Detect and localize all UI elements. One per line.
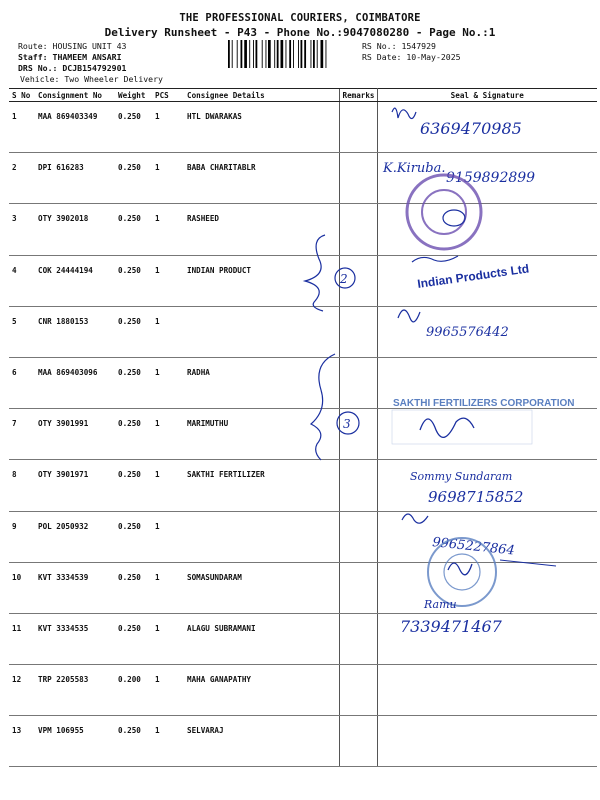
cell-consignee: MARIMUTHU: [184, 409, 339, 460]
table-row: [9, 511, 597, 562]
col-remarks: Remarks: [339, 89, 377, 102]
cell-pcs: 1: [152, 460, 184, 511]
sakthi-stamp: SAKTHI FERTILIZERS CORPORATION: [393, 398, 575, 409]
cell-consignment-no: POL 2050932: [35, 511, 115, 562]
cell-seal-signature: [377, 511, 597, 562]
cell-remarks: [339, 562, 377, 613]
cell-remarks: [339, 255, 377, 306]
cell-sno: 8: [9, 460, 35, 511]
table-row: [9, 409, 597, 460]
cell-pcs: 1: [152, 255, 184, 306]
cell-remarks: [339, 716, 377, 767]
cell-consignee: ALAGU SUBRAMANI: [184, 613, 339, 664]
cell-pcs: 1: [152, 306, 184, 357]
table-row: [9, 665, 597, 716]
cell-consignment-no: MAA 869403096: [35, 357, 115, 408]
cell-remarks: [339, 460, 377, 511]
group-1-mark: 2: [340, 272, 348, 286]
cell-consignment-no: KVT 3334539: [35, 562, 115, 613]
cell-consignee: INDIAN PRODUCT: [184, 255, 339, 306]
cell-sno: 4: [9, 255, 35, 306]
vehicle-line: [20, 74, 163, 84]
cell-weight: 0.200: [115, 665, 152, 716]
cell-remarks: [339, 511, 377, 562]
table-row: [9, 255, 597, 306]
cell-remarks: [339, 306, 377, 357]
cell-remarks: [339, 665, 377, 716]
cell-sno: 5: [9, 306, 35, 357]
signature-row6-phone: 9965576442: [426, 325, 509, 340]
cell-sno: 2: [9, 153, 35, 204]
cell-pcs: 1: [152, 613, 184, 664]
runsheet-title: Delivery Runsheet - P43 - Phone No.:9047080280 - Page No.:1: [104, 26, 496, 39]
cell-remarks: [339, 409, 377, 460]
table-row: [9, 460, 597, 511]
table-row: [9, 306, 597, 357]
staff-label: Staff:: [18, 52, 48, 62]
cell-consignment-no: TRP 2205583: [35, 665, 115, 716]
cell-seal-signature: [377, 357, 597, 408]
cell-consignee: HTL DWARAKAS: [184, 102, 339, 153]
cell-seal-signature: [377, 255, 597, 306]
signature-row13-name: Ramu: [424, 598, 457, 611]
cell-consignment-no: OTY 3901991: [35, 409, 115, 460]
cell-weight: 0.250: [115, 204, 152, 255]
cell-sno: 3: [9, 204, 35, 255]
cell-consignee: SELVARAJ: [184, 716, 339, 767]
cell-remarks: [339, 357, 377, 408]
cell-seal-signature: [377, 306, 597, 357]
signature-row2-phone: 9159892899: [446, 170, 536, 186]
cell-pcs: 1: [152, 409, 184, 460]
company-title: THE PROFESSIONAL COURIERS, COIMBATORE: [179, 12, 421, 24]
cell-pcs: 1: [152, 716, 184, 767]
cell-pcs: 1: [152, 153, 184, 204]
col-consignment: Consignment No: [35, 89, 115, 102]
signature-row13-phone: 7339471467: [400, 617, 502, 636]
cell-sno: 12: [9, 665, 35, 716]
signature-row10-name: Sommy Sundaram: [410, 470, 513, 483]
table-row: [9, 204, 597, 255]
cell-consignee: BABA CHARITABLR: [184, 153, 339, 204]
cell-seal-signature: [377, 716, 597, 767]
cell-sno: 13: [9, 716, 35, 767]
barcode: [228, 40, 353, 68]
delivery-table: [9, 88, 597, 767]
staff-line: [18, 52, 122, 62]
cell-weight: 0.250: [115, 153, 152, 204]
cell-pcs: 1: [152, 357, 184, 408]
cell-pcs: 1: [152, 511, 184, 562]
cell-weight: 0.250: [115, 562, 152, 613]
cell-weight: 0.250: [115, 357, 152, 408]
cell-pcs: 1: [152, 204, 184, 255]
drs-label: DRS No.:: [18, 63, 58, 73]
cell-weight: 0.250: [115, 255, 152, 306]
cell-seal-signature: [377, 460, 597, 511]
col-sno: S No: [9, 89, 35, 102]
cell-consignment-no: COK 24444194: [35, 255, 115, 306]
cell-consignee: [184, 511, 339, 562]
cell-weight: 0.250: [115, 102, 152, 153]
cell-weight: 0.250: [115, 613, 152, 664]
cell-remarks: [339, 204, 377, 255]
rs-no-value: 1547929: [401, 41, 436, 51]
cell-consignee: [184, 306, 339, 357]
signature-row11-phone: 9965227864: [431, 535, 516, 559]
route-label: Route:: [18, 41, 48, 51]
cell-seal-signature: [377, 409, 597, 460]
table-row: [9, 716, 597, 767]
cell-weight: 0.250: [115, 306, 152, 357]
cell-seal-signature: [377, 102, 597, 153]
cell-seal-signature: [377, 153, 597, 204]
drs-value: DCJB154792901: [62, 63, 127, 73]
table-row: [9, 153, 597, 204]
rs-date-value: 10-May-2025: [406, 52, 461, 62]
cell-consignee: RASHEED: [184, 204, 339, 255]
rs-date-label: RS Date:: [362, 52, 402, 62]
col-pcs: PCS: [152, 89, 184, 102]
cell-sno: 6: [9, 357, 35, 408]
cell-sno: 10: [9, 562, 35, 613]
cell-consignee: RADHA: [184, 357, 339, 408]
cell-weight: 0.250: [115, 409, 152, 460]
cell-consignment-no: OTY 3901971: [35, 460, 115, 511]
group-2-mark: 3: [343, 417, 351, 431]
rs-no-line: [362, 41, 436, 51]
table-header-row: [9, 89, 597, 102]
cell-consignment-no: MAA 869403349: [35, 102, 115, 153]
cell-sno: 1: [9, 102, 35, 153]
table-row: [9, 102, 597, 153]
cell-consignment-no: CNR 1880153: [35, 306, 115, 357]
cell-sno: 9: [9, 511, 35, 562]
vehicle-label: Vehicle:: [20, 74, 60, 84]
rs-date-line: [362, 52, 461, 62]
staff-value: THAMEEM ANSARI: [52, 52, 122, 62]
cell-consignment-no: KVT 3334535: [35, 613, 115, 664]
cell-seal-signature: [377, 665, 597, 716]
drs-line: [18, 63, 126, 73]
cell-consignee: SOMASUNDARAM: [184, 562, 339, 613]
route-line: [18, 41, 126, 51]
cell-sno: 11: [9, 613, 35, 664]
table-row: [9, 562, 597, 613]
cell-weight: 0.250: [115, 716, 152, 767]
indian-products-stamp: Indian Products Ltd: [416, 261, 530, 291]
cell-remarks: [339, 102, 377, 153]
cell-consignment-no: VPM 106955: [35, 716, 115, 767]
cell-pcs: 1: [152, 665, 184, 716]
col-weight: Weight: [115, 89, 152, 102]
cell-consignment-no: OTY 3902018: [35, 204, 115, 255]
cell-consignment-no: DPI 616283: [35, 153, 115, 204]
cell-pcs: 1: [152, 562, 184, 613]
rs-no-label: RS No.:: [362, 41, 397, 51]
col-consignee: Consignee Details: [184, 89, 339, 102]
cell-seal-signature: [377, 562, 597, 613]
route-value: HOUSING UNIT 43: [52, 41, 127, 51]
cell-weight: 0.250: [115, 460, 152, 511]
cell-seal-signature: [377, 204, 597, 255]
signature-row2-name: K.Kiruba.: [383, 161, 446, 176]
signature-row1-phone: 6369470985: [420, 119, 522, 138]
cell-remarks: [339, 613, 377, 664]
cell-remarks: [339, 153, 377, 204]
cell-consignee: MAHA GANAPATHY: [184, 665, 339, 716]
table-row: [9, 613, 597, 664]
cell-consignee: SAKTHI FERTILIZER: [184, 460, 339, 511]
signature-row10-phone: 9698715852: [428, 488, 524, 506]
col-seal-signature: Seal & Signature: [377, 89, 597, 102]
vehicle-value: Two Wheeler Delivery: [64, 74, 163, 84]
cell-weight: 0.250: [115, 511, 152, 562]
cell-pcs: 1: [152, 102, 184, 153]
table-row: [9, 357, 597, 408]
cell-seal-signature: [377, 613, 597, 664]
cell-sno: 7: [9, 409, 35, 460]
